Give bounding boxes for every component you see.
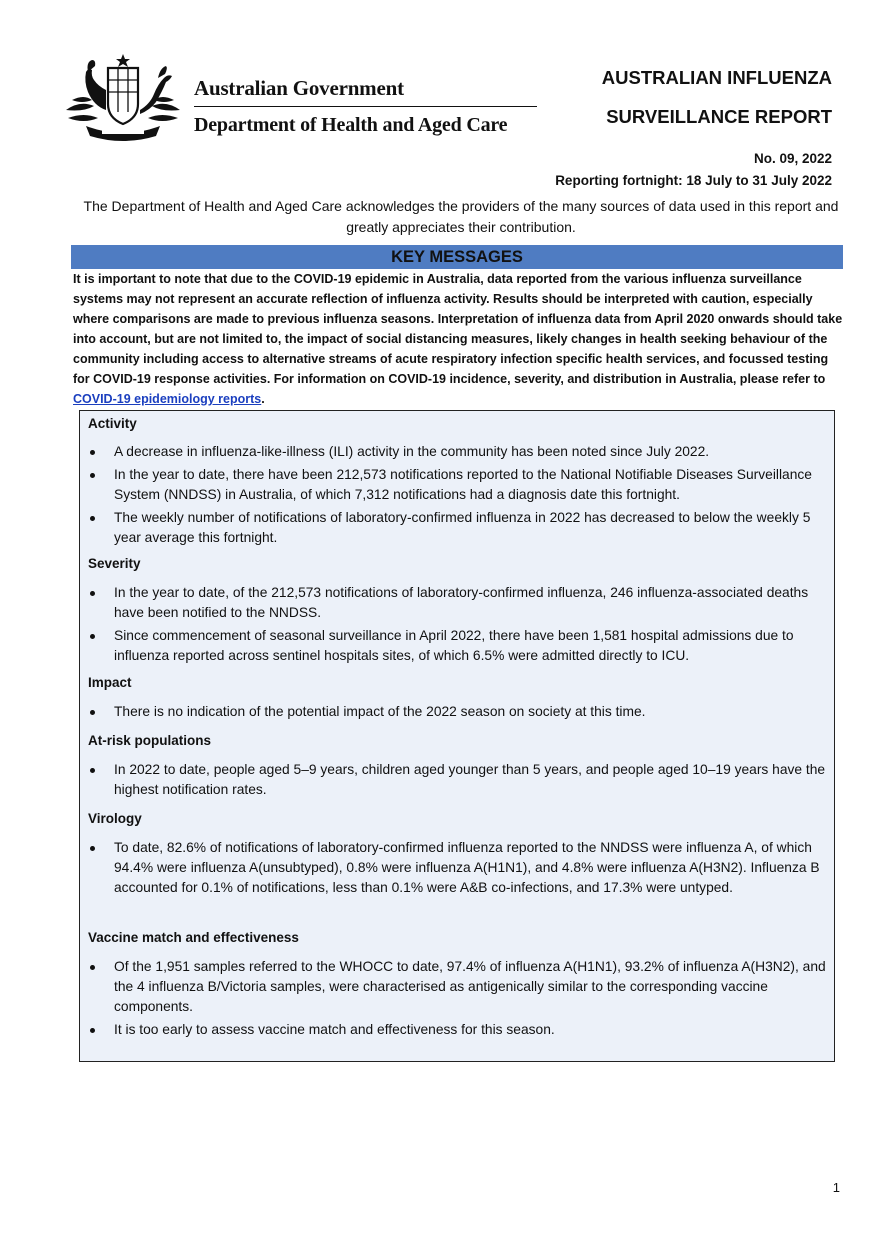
acknowledgement-text: The Department of Health and Aged Care acknowledges the providers of the many sources of data used in this report and greatly appreciates their contribution.	[83, 198, 839, 235]
bullet-icon	[90, 846, 95, 851]
bullet-icon	[90, 473, 95, 478]
severity-bullets	[80, 583, 826, 669]
report-title-line-1: AUSTRALIAN INFLUENZA	[601, 67, 832, 88]
list-item	[80, 1020, 826, 1040]
section-title-at-risk-populations: At-risk populations	[88, 733, 212, 748]
intro-end: .	[261, 392, 265, 406]
reporting-period: Reporting fortnight: 18 July to 31 July 2022	[555, 173, 832, 188]
impact-bullets	[80, 702, 826, 725]
list-item	[80, 583, 826, 623]
key-messages-box	[79, 410, 835, 1062]
key-messages-heading: KEY MESSAGES	[71, 245, 843, 269]
bullet-icon	[90, 710, 95, 715]
bullet-text: To date, 82.6% of notifications of laboratory-confirmed influenza reported to the NNDSS were influenza A, of which 94.4% were influenza A(unsubtyped), 0.8% were influenza A(H1N1), and 4.8% were influenza A(H3N2). Influenza B accounted for 0.1% of notifications, less than 0.1% were A&B co-infections, and 17.3% were untyped.	[114, 840, 820, 895]
bullet-icon	[90, 450, 95, 455]
bullet-text: In the year to date, of the 212,573 notifications of laboratory-confirmed influenza, 246 influenza-associated deaths have been notified to the NNDSS.	[114, 585, 809, 620]
list-item	[80, 626, 826, 666]
section-title-vaccine-match: Vaccine match and effectiveness	[88, 930, 299, 945]
section-title-activity: Activity	[88, 416, 137, 431]
list-item	[80, 957, 826, 1017]
bullet-text: Of the 1,951 samples referred to the WHOCC to date, 97.4% of influenza A(H1N1), 93.2% of influenza A(H3N2), and the 4 influenza B/Victoria samples, were characterised as antigenically similar to the corresponding vaccine components.	[114, 959, 826, 1014]
bullet-icon	[90, 634, 95, 639]
bullet-icon	[90, 516, 95, 521]
report-meta	[555, 148, 832, 192]
page-number: 1	[832, 1180, 840, 1195]
covid-epidemiology-reports-link[interactable]: COVID-19 epidemiology reports	[73, 392, 262, 406]
vaccine-bullets	[80, 957, 826, 1043]
bullet-text: In the year to date, there have been 212,573 notifications reported to the National Notifiable Diseases Surveillance System (NNDSS) in Australia, of which 7,312 notifications had a diagnosis date this fortnight.	[114, 467, 812, 502]
bullet-text: In 2022 to date, people aged 5–9 years, children aged younger than 5 years, and people aged 10–19 years have the highest notification rates.	[114, 762, 826, 797]
bullet-text: There is no indication of the potential impact of the 2022 season on society at this time.	[114, 704, 646, 719]
coat-of-arms-logo	[62, 52, 184, 144]
activity-bullets	[80, 442, 826, 551]
list-item	[80, 442, 826, 462]
list-item	[80, 760, 826, 800]
list-item	[80, 838, 826, 898]
virology-bullets	[80, 838, 826, 901]
list-item	[80, 465, 826, 505]
at-risk-bullets	[80, 760, 826, 803]
section-title-impact: Impact	[88, 675, 132, 690]
department-name: Department of Health and Aged Care	[194, 114, 508, 136]
section-title-virology: Virology	[88, 811, 142, 826]
list-item	[80, 508, 826, 548]
header-divider	[194, 106, 537, 107]
bullet-text: Since commencement of seasonal surveillance in April 2022, there have been 1,581 hospital admissions due to influenza reported across sentinel hospitals sites, of which 6.5% were admitted directly to ICU.	[114, 628, 794, 663]
intro-text: It is important to note that due to the COVID-19 epidemic in Australia, data reported from the various influenza surveillance systems may not represent an accurate reflection of influenza activity. Results should be interpreted with caution, especially where comparisons are made to previous influenza seasons. Interpretation of influenza data from April 2020 onwards should take into account, but are not limited to, the impact of social distancing measures, likely changes in health seeking behaviour of the community including access to alternative streams of acute respiratory infection specific health services, and focussed testing for COVID-19 response activities. For information on COVID-19 incidence, severity, and distribution in Australia, please refer to	[73, 272, 843, 386]
key-messages-intro	[73, 269, 843, 409]
report-title-line-2: SURVEILLANCE REPORT	[606, 106, 832, 127]
list-item	[80, 702, 826, 722]
government-name: Australian Government	[194, 76, 404, 100]
bullet-icon	[90, 1028, 95, 1033]
bullet-icon	[90, 591, 95, 596]
bullet-text: The weekly number of notifications of laboratory-confirmed influenza in 2022 has decreased to below the weekly 5 year average this fortnight.	[114, 510, 811, 545]
bullet-text: It is too early to assess vaccine match and effectiveness for this season.	[114, 1022, 555, 1037]
report-title	[512, 58, 832, 136]
bullet-text: A decrease in influenza-like-illness (ILI) activity in the community has been noted since July 2022.	[114, 444, 710, 459]
bullet-icon	[90, 965, 95, 970]
report-issue-number: No. 09, 2022	[753, 151, 832, 166]
section-title-severity: Severity	[88, 556, 141, 571]
bullet-icon	[90, 768, 95, 773]
